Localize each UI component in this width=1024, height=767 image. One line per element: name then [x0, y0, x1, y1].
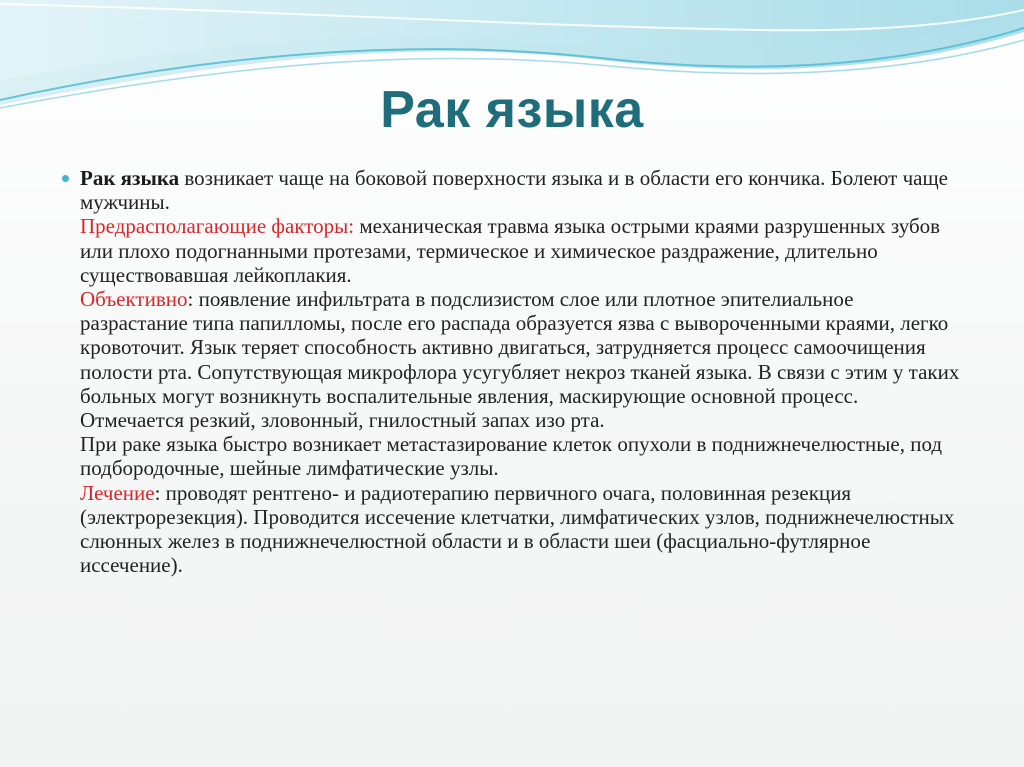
- intro-text: возникает чаще на боковой поверхности языка и в области его кончика. Болеют чаще мужчины.: [80, 166, 948, 215]
- bullet-content: [80, 166, 960, 577]
- factors-text: механическая травма языка острыми краями разрушенных зубов или плохо подогнанными протезами, термическое и химическое раздражение, длительно существовавшая лейкоплакия.: [80, 214, 941, 287]
- objective-label: Объективно: [80, 287, 188, 312]
- paragraph-main: [80, 166, 960, 577]
- treatment-text: : проводят рентгено- и радиотерапию первичного очага, половинная резекция (электрорезекция). Проводится иссечение клетчатки, лимфатических узлов, поднижнечелюстных слюнных желез в поднижнечелюстной области и в области шеи (фасциально-футлярное иссечение).: [80, 480, 955, 578]
- objective-text: : появление инфильтрата в подслизистом слое или плотное эпителиальное разрастание типа папилломы, после его распада образуется язва с вывороченными краями, легко кровоточит. Язык теряет способность активно двигаться, затрудняется процесс самоочищения полости рта. Сопутствующая микрофлора усугубляет некроз тканей языка. В связи с этим у таких больных могут возникнуть воспалительные явления, маскирующие основной процесс. Отмечается резкий, зловонный, гнилостный запах изо рта.: [80, 287, 960, 433]
- treatment-label: Лечение: [80, 480, 155, 505]
- factors-label: Предрасполагающие факторы:: [80, 214, 355, 239]
- metastasis-text: При раке языка быстро возникает метастазирование клеток опухоли в поднижнечелюстные, под подбородочные, шейные лимфатические узлы.: [80, 432, 943, 481]
- page-title: Рак языка: [380, 81, 644, 139]
- bullet-icon: [62, 175, 69, 182]
- lead-term: Рак языка: [80, 166, 180, 190]
